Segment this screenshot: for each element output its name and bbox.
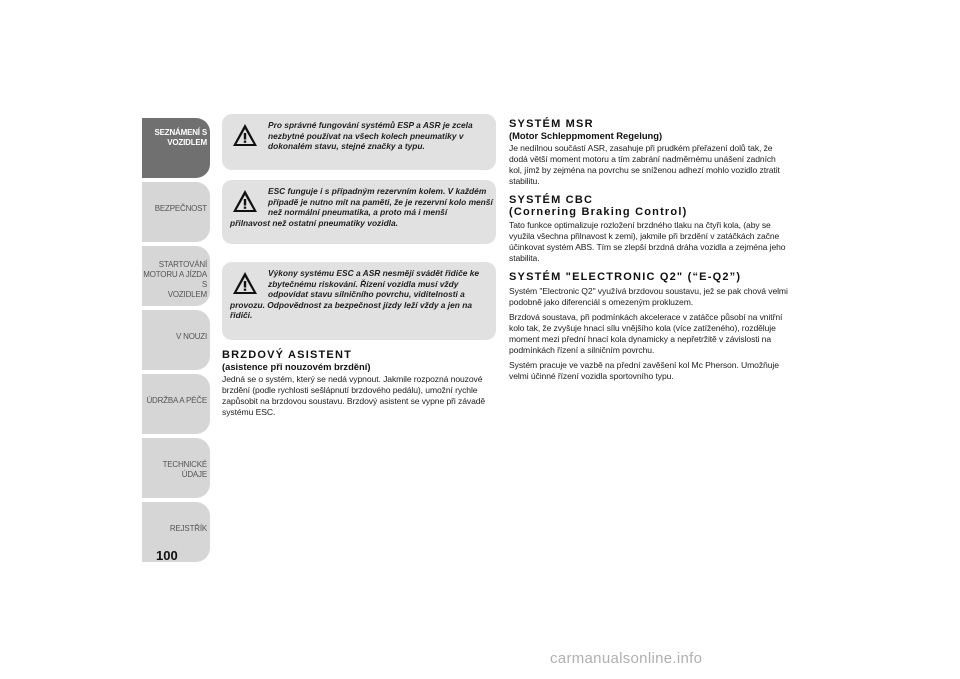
warning-box-spare-wheel: [222, 180, 496, 244]
tab-label-line: SEZNÁMENÍ S: [154, 128, 207, 137]
section-subtitle: (Cornering Braking Control): [509, 206, 688, 218]
warning-text: ESC funguje i s případným rezervním kolem. V každém případě je nutno mít na paměti, že je rezervní kolo menší než normální pneumatika, a proto má i menší: [268, 186, 493, 218]
warning-triangle-icon: [232, 189, 258, 213]
warning-text: Výkony systému ESC a ASR nesmějí svádět řidiče ke zbytečnému riskování. Řízení vozidla musí vždy odpovídat stavu silničního povrchu, viditelnosti a: [268, 268, 480, 300]
section-title: SYSTÉM MSR: [509, 118, 594, 130]
warning-text: Pro správné fungování systémů ESP a ASR je zcela nezbytné používat na všech kolech pneumatiky v dokonalém stavu, stejné značky a typu.: [268, 120, 473, 152]
section-paragraph: Systém "Electronic Q2" využívá brzdovou soustavu, jež se pak chová velmi podobně jako diferenciál s omezeným prokluzem.: [509, 286, 788, 307]
tab-bezpecnost[interactable]: [142, 182, 210, 242]
tab-startovani[interactable]: [142, 246, 210, 306]
warning-text-tail: přilnavost než ostatní pneumatiky vozidla.: [230, 217, 398, 228]
watermark: carmanualsonline.info: [550, 650, 703, 667]
tab-label-line: REJSTŘÍK: [169, 524, 207, 533]
tab-label-line: TECHNICKÉ ÚDAJE: [162, 460, 207, 479]
tab-label-line: VOZIDLEM: [167, 138, 207, 147]
tab-label-line: BEZPEČNOST: [154, 204, 207, 213]
warning-box-esc-asr-risk: [222, 262, 496, 340]
tab-label-line: V NOUZI: [175, 332, 207, 341]
section-paragraph: Jedná se o systém, který se nedá vypnout. Jakmile rozpozná nouzové brzdění (podle rychlosti sešlápnutí brzdového pedálu), umožní rychle zapůsobit na brzdovou soustavu. Brzdový asistent se vypne při závadě systému ESC.: [222, 374, 486, 417]
tab-udrzba-a-pece[interactable]: [142, 374, 210, 434]
tab-label-line: ÚDRŽBA A PÉČE: [146, 396, 207, 405]
section-subtitle: (Motor Schleppmoment Regelung): [509, 130, 663, 141]
warning-triangle-icon: [232, 271, 258, 295]
section-subtitle: (asistence při nouzovém brzdění): [222, 361, 371, 372]
page-number: 100: [156, 548, 178, 563]
section-paragraph: Tato funkce optimalizuje rozložení brzdného tlaku na čtyři kola, (aby se využila všechna přilnavost k zemi), jakmile při brzdění v zatáčkách začne účinkovat systém ABS. Tím se zlepší brzdná dráha vozidla a zejména jeho stabilita.: [509, 220, 786, 263]
tab-seznameni-s-vozidlem[interactable]: [142, 118, 210, 178]
tab-technicke-udaje[interactable]: [142, 438, 210, 498]
section-system-electronic-q2: [509, 271, 789, 382]
section-system-cbc: [509, 194, 789, 264]
warning-box-esp-asr: [222, 114, 496, 170]
section-title: SYSTÉM CBC: [509, 194, 594, 206]
warning-triangle-icon: [232, 123, 258, 147]
left-column: [222, 349, 497, 425]
section-paragraph: Systém pracuje ve vazbě na přední zavěšení kol Mc Pherson. Umožňuje velmi účinné řízení vozidla sportovního typu.: [509, 360, 779, 381]
section-system-msr: [509, 118, 789, 187]
section-brzdovy-asistent: [222, 349, 497, 418]
right-column: [509, 118, 789, 389]
section-paragraph: Brzdová soustava, při podmínkách akcelerace v zatáčce působí na vnitřní kolo tak, že zvyšuje hnací sílu vnějšího kola (více zatíženého), rozděluje moment mezi přední hnací kola dynamicky a nepřetržitě v závislosti na podmínkách řízení a silničním povrchu.: [509, 312, 783, 355]
warning-text-tail: provozu. Odpovědnost za bezpečnost jízdy leží vždy a jen na řidiči.: [230, 299, 472, 321]
tab-label-line: MOTORU A JÍZDA S: [143, 270, 207, 289]
tab-label-line: STARTOVÁNÍ: [158, 260, 207, 269]
tab-v-nouzi[interactable]: [142, 310, 210, 370]
section-paragraph: Je nedílnou součástí ASR, zasahuje při prudkém přeřazení dolů tak, že dodá větší moment motoru a tím zabrání nadměrnému unášení zadních kol, jímž by zejména na povrchu se sníženou adhezí mohlo vozidlo ztratit stabilitu.: [509, 143, 780, 186]
tab-label-line: VOZIDLEM: [167, 290, 207, 299]
section-title: SYSTÉM "ELECTRONIC Q2" (“E-Q2”): [509, 271, 742, 283]
section-title: BRZDOVÝ ASISTENT: [222, 349, 353, 361]
